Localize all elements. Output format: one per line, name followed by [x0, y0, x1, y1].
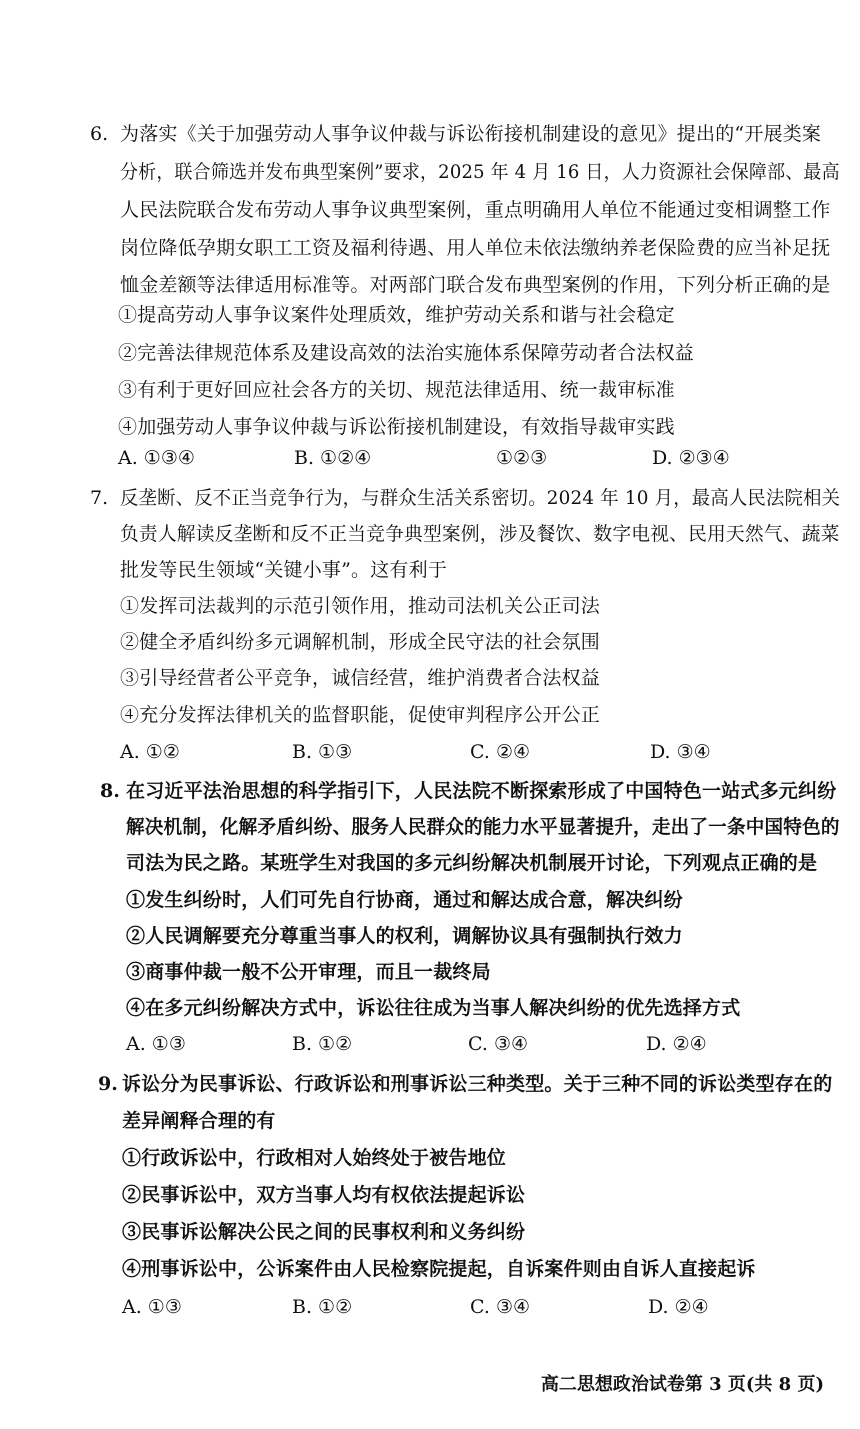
question-number: 6.: [90, 123, 109, 145]
question-stem-line: 负责人解读反垄断和反不正当竞争典型案例，涉及餐饮、数字电视、民用天然气、蔬菜: [120, 523, 840, 545]
option-a[interactable]: A. ①③: [122, 1296, 182, 1318]
question-stem-line: 诉讼分为民事诉讼、行政诉讼和刑事诉讼三种类型。关于三种不同的诉讼类型存在的: [122, 1073, 833, 1095]
question-number: 8.: [100, 780, 120, 802]
option-a[interactable]: A. ①③④: [118, 447, 195, 469]
statement-3: ③商事仲裁一般不公开审理，而且一裁终局: [126, 961, 491, 983]
option-c[interactable]: C. ③④: [470, 1296, 531, 1318]
question-number: 9.: [98, 1073, 118, 1095]
statement-4: ④在多元纠纷解决方式中，诉讼往往成为当事人解决纠纷的优先选择方式: [126, 997, 741, 1019]
option-d[interactable]: D. ②③④: [652, 447, 730, 469]
statement-2: ②人民调解要充分尊重当事人的权利，调解协议具有强制执行效力: [126, 925, 683, 947]
statement-2: ②健全矛盾纠纷多元调解机制，形成全民守法的社会氛围: [120, 631, 601, 653]
question-stem-line: 差异阐释合理的有: [122, 1110, 276, 1132]
option-a[interactable]: A. ①③: [126, 1033, 186, 1055]
statement-2: ②完善法律规范体系及建设高效的法治实施体系保障劳动者合法权益: [118, 342, 695, 364]
option-b[interactable]: B. ①②: [292, 1033, 353, 1055]
statement-4: ④加强劳动人事争议仲裁与诉讼衔接机制建设，有效指导裁审实践: [118, 416, 675, 438]
option-d[interactable]: D. ③④: [650, 741, 711, 763]
question-stem-line: 司法为民之路。某班学生对我国的多元纠纷解决机制展开讨论，下列观点正确的是: [126, 852, 818, 874]
option-c[interactable]: ①②③: [496, 447, 548, 469]
statement-1: ①提高劳动人事争议案件处理质效，维护劳动关系和谐与社会稳定: [118, 304, 675, 326]
statement-3: ③有利于更好回应社会各方的关切、规范法律适用、统一裁审标准: [118, 379, 675, 401]
statement-1: ①发挥司法裁判的示范引领作用，推动司法机关公正司法: [120, 595, 601, 617]
option-b[interactable]: B. ①②④: [294, 447, 372, 469]
question-stem-line: 批发等民生领域“关键小事”。这有利于: [120, 559, 448, 581]
question-stem-line: 人民法院联合发布劳动人事争议典型案例，重点明确用人单位不能通过变相调整工作: [120, 199, 831, 221]
option-c[interactable]: C. ③④: [468, 1033, 529, 1055]
question-stem-line: 解决机制，化解矛盾纠纷、服务人民群众的能力水平显著提升，走出了一条中国特色的: [126, 816, 840, 838]
statement-1: ①发生纠纷时，人们可先自行协商，通过和解达成合意，解决纠纷: [126, 889, 683, 911]
option-b[interactable]: B. ①②: [292, 1296, 353, 1318]
statement-2: ②民事诉讼中，双方当事人均有权依法提起诉讼: [122, 1184, 526, 1206]
option-d[interactable]: D. ②④: [648, 1296, 709, 1318]
statement-3: ③引导经营者公平竞争，诚信经营，维护消费者合法权益: [120, 667, 601, 689]
page-footer: 高二思想政治试卷第 3 页(共 8 页): [540, 1374, 824, 1395]
option-a[interactable]: A. ①②: [120, 741, 180, 763]
statement-1: ①行政诉讼中，行政相对人始终处于被告地位: [122, 1147, 507, 1169]
question-stem-line: 反垄断、反不正当竞争行为，与群众生活关系密切。2024 年 10 月，最高人民法院相关: [120, 487, 841, 509]
question-stem-line: 岗位降低孕期女职工工资及福利待遇、用人单位未依法缴纳养老保险费的应当补足抚: [120, 237, 831, 259]
question-stem-line: 恤金差额等法律适用标准等。对两部门联合发布典型案例的作用，下列分析正确的是: [120, 274, 831, 296]
question-stem-line: 在习近平法治思想的科学指引下，人民法院不断探索形成了中国特色一站式多元纠纷: [126, 780, 837, 802]
question-stem-line: 分析，联合筛选并发布典型案例”要求，2025 年 4 月 16 日，人力资源社会保障部、最高: [120, 161, 840, 183]
statement-4: ④刑事诉讼中，公诉案件由人民检察院提起，自诉案件则由自诉人直接起诉: [122, 1258, 756, 1280]
statement-3: ③民事诉讼解决公民之间的民事权利和义务纠纷: [122, 1221, 526, 1243]
question-stem-line: 为落实《关于加强劳动人事争议仲裁与诉讼衔接机制建设的意见》提出的“开展类案: [120, 123, 822, 145]
option-b[interactable]: B. ①③: [292, 741, 353, 763]
option-c[interactable]: C. ②④: [470, 741, 531, 763]
option-d[interactable]: D. ②④: [646, 1033, 707, 1055]
question-number: 7.: [90, 487, 109, 509]
statement-4: ④充分发挥法律机关的监督职能，促使审判程序公开公正: [120, 704, 601, 726]
